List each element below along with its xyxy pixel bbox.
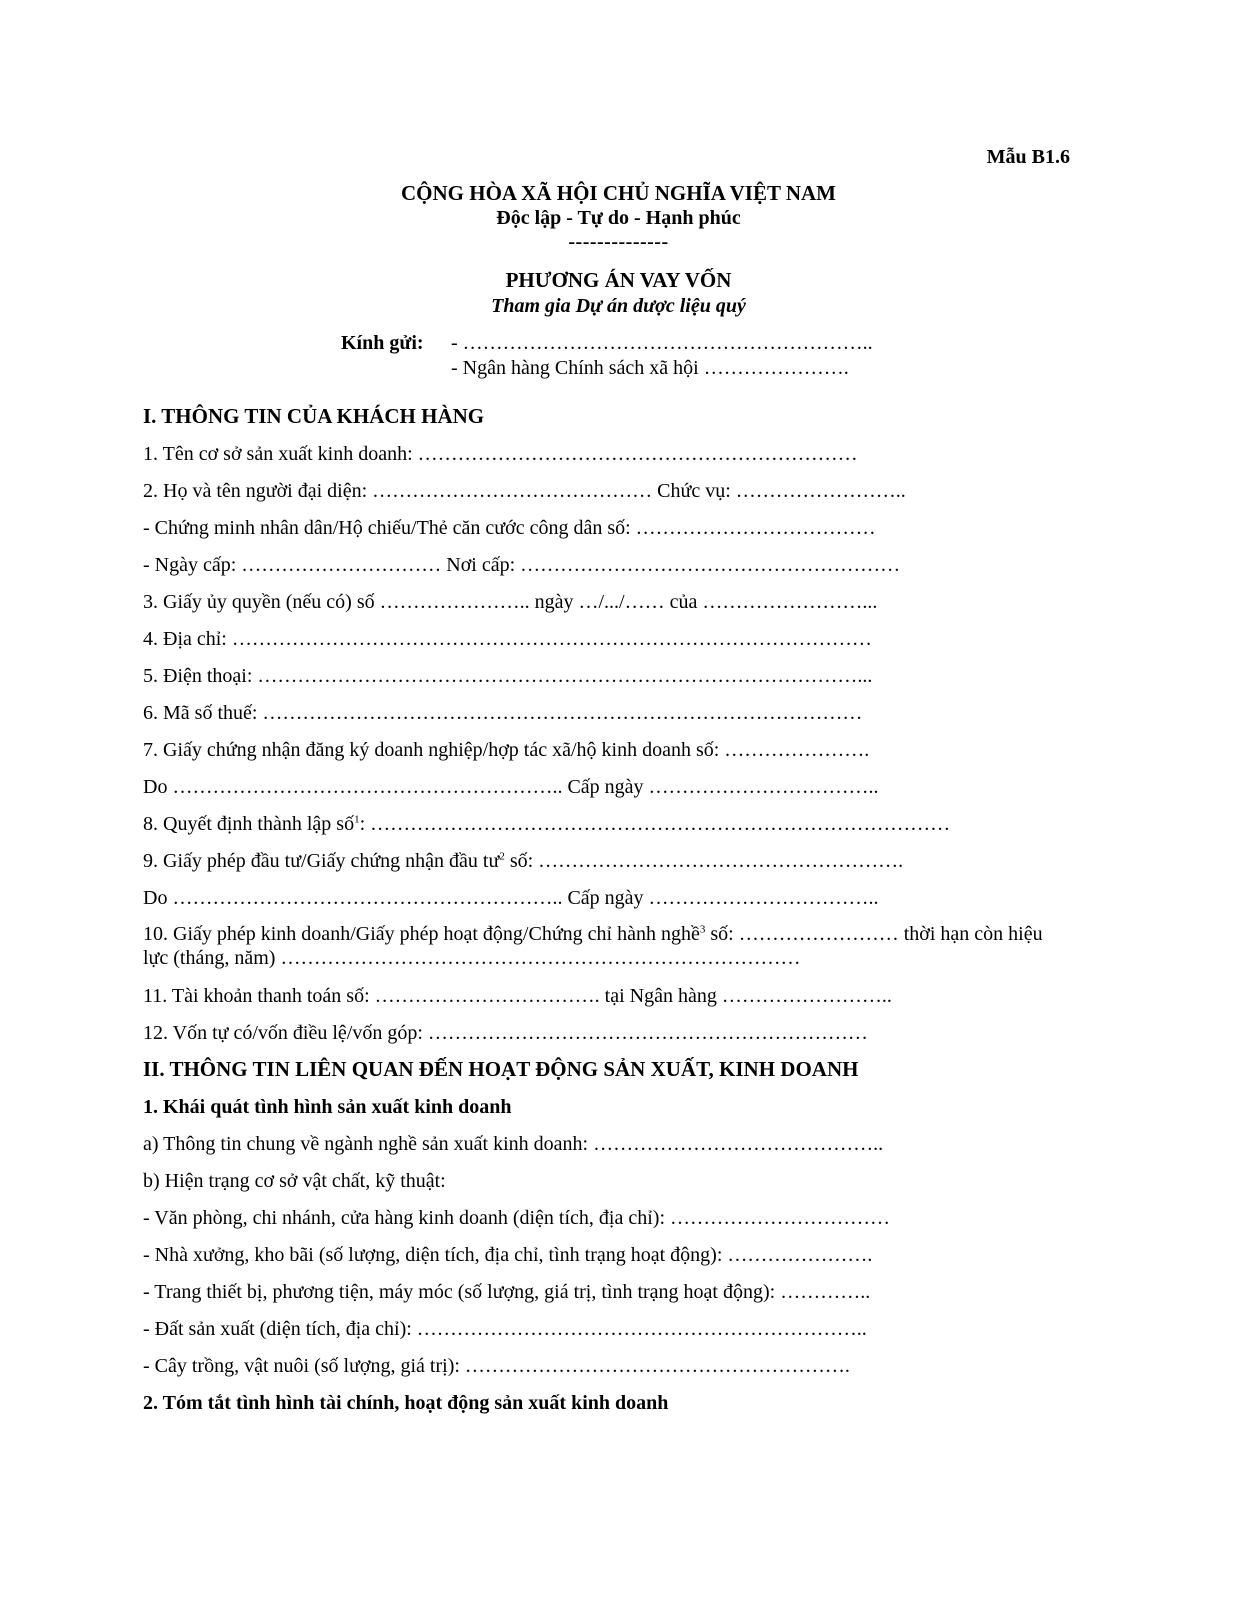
recipient-label: Kính gửi: — [341, 332, 424, 354]
national-motto: Độc lập - Tự do - Hạnh phúc — [496, 207, 741, 229]
text: số: ………………………………………………. — [504, 850, 904, 872]
field-business-registration: 7. Giấy chứng nhận đăng ký doanh nghiệp/hợp tác xã/hộ kinh doanh số: …………………. — [143, 739, 870, 761]
header-separator: -------------- — [568, 231, 669, 253]
footnote-ref: 3 — [699, 923, 706, 936]
field-business-name: 1. Tên cơ sở sản xuất kinh doanh: ………………………………………………………… — [143, 443, 858, 465]
field-registration-issuer: Do ………………………………………………….. Cấp ngày …………………………….. — [143, 776, 879, 798]
field-warehouses: - Nhà xưởng, kho bãi (số lượng, diện tích, địa chỉ, tình trạng hoạt động): …………………. — [143, 1244, 873, 1266]
subsection-2-heading: 2. Tóm tắt tình hình tài chính, hoạt động sản xuất kinh doanh — [143, 1392, 669, 1414]
field-offices: - Văn phòng, chi nhánh, cửa hàng kinh doanh (diện tích, địa chỉ): …………………………… — [143, 1207, 891, 1229]
text: 10. Giấy phép kinh doanh/Giấy phép hoạt động/Chứng chỉ hành nghề — [143, 923, 700, 945]
field-phone: 5. Điện thoại: ………………………………………………………………………………... — [143, 665, 873, 687]
subsection-1-heading: 1. Khái quát tình hình sản xuất kinh doanh — [143, 1096, 512, 1118]
footnote-ref: 2 — [499, 850, 505, 863]
text: 9. Giấy phép đầu tư/Giấy chứng nhận đầu tư — [143, 850, 500, 872]
national-title: CỘNG HÒA XÃ HỘI CHỦ NGHĨA VIỆT NAM — [400, 181, 837, 205]
field-id-number: - Chứng minh nhân dân/Hộ chiếu/Thẻ căn cước công dân số: ……………………………… — [143, 517, 876, 539]
recipient-line-2: - Ngân hàng Chính sách xã hội …………………. — [451, 357, 849, 379]
field-issue-date-place: - Ngày cấp: ………………………… Nơi cấp: ………………………………………………… — [143, 554, 901, 576]
field-business-license — [143, 922, 1063, 970]
form-code: Mẫu B1.6 — [986, 146, 1070, 168]
field-equity: 12. Vốn tự có/vốn điều lệ/vốn góp: ………………………………………………………… — [143, 1022, 868, 1044]
field-tax-code: 6. Mã số thuế: ……………………………………………………………………………… — [143, 702, 863, 724]
field-facilities: b) Hiện trạng cơ sở vật chất, kỹ thuật: — [143, 1170, 446, 1192]
footnote-ref: 1 — [354, 813, 360, 826]
field-representative: 2. Họ và tên người đại diện: …………………………………… Chức vụ: …………………….. — [143, 480, 906, 502]
text: 8. Quyết định thành lập số — [143, 813, 355, 835]
field-crops-livestock: - Cây trồng, vật nuôi (số lượng, giá trị): …………………………………………………. — [143, 1355, 850, 1377]
field-investment-license — [143, 849, 903, 873]
recipient-line-1: - …………………………………………………….. — [451, 332, 873, 354]
field-address: 4. Địa chỉ: …………………………………………………………………………………… — [143, 628, 872, 650]
field-bank-account: 11. Tài khoản thanh toán số: ……………………………. tại Ngân hàng …………………….. — [143, 985, 892, 1007]
section-1-heading: I. THÔNG TIN CỦA KHÁCH HÀNG — [143, 404, 485, 428]
document-title: PHƯƠNG ÁN VAY VỐN — [505, 268, 732, 292]
field-industry-info: a) Thông tin chung về ngành nghề sản xuất kinh doanh: …………………………………….. — [143, 1133, 884, 1155]
field-establishment-decision — [143, 812, 950, 836]
document-subtitle: Tham gia Dự án dược liệu quý — [491, 295, 746, 317]
text: : …………………………………………………………………………… — [359, 813, 951, 835]
field-land: - Đất sản xuất (diện tích, địa chỉ): ………………………………………………………….. — [143, 1318, 867, 1340]
field-equipment: - Trang thiết bị, phương tiện, máy móc (số lượng, giá trị, tình trạng hoạt động): ………….. — [143, 1281, 871, 1303]
field-investment-issuer: Do ………………………………………………….. Cấp ngày …………………………….. — [143, 887, 879, 909]
text: số: …………………… thời hạn còn hiệu lực (tháng, năm) …………………………………………………………………… — [143, 923, 1043, 969]
field-authorization: 3. Giấy ủy quyền (nếu có) số ………………….. ngày …/.../…… của ……………………... — [143, 591, 878, 613]
section-2-heading: II. THÔNG TIN LIÊN QUAN ĐẾN HOẠT ĐỘNG SẢN XUẤT, KINH DOANH — [143, 1057, 859, 1081]
